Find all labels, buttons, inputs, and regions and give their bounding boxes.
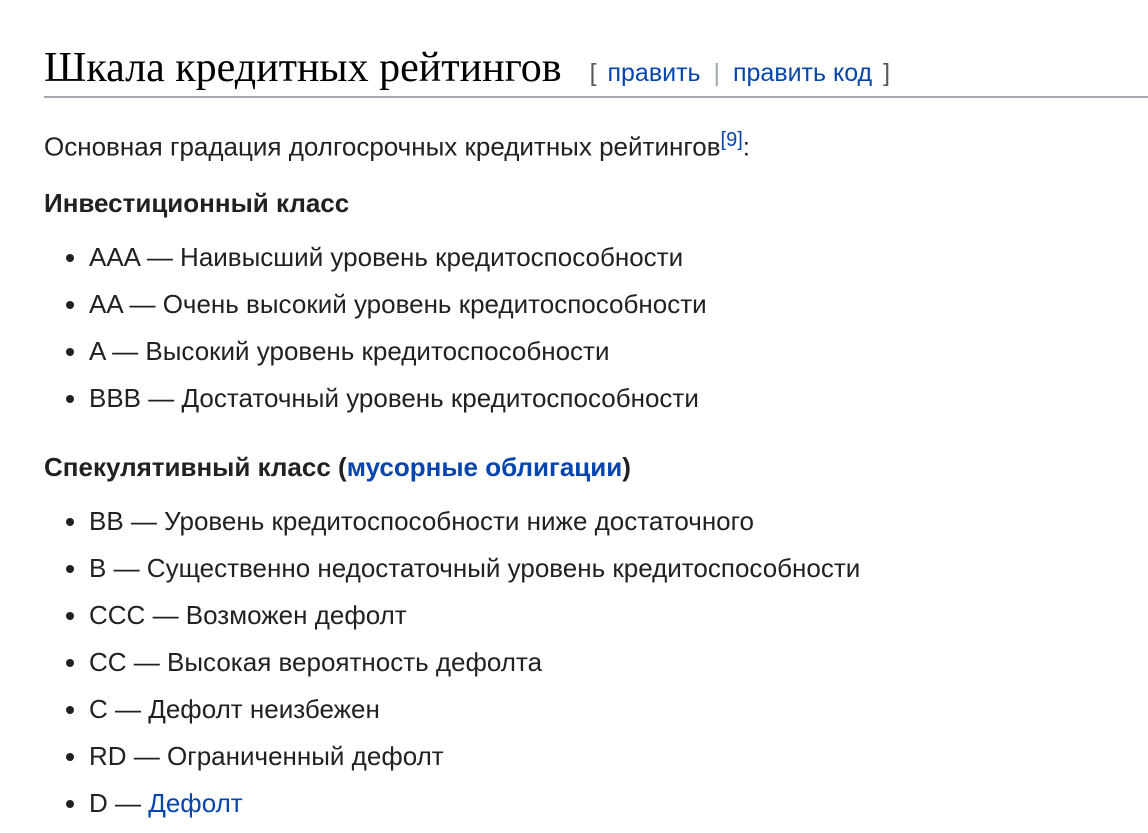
intro-paragraph [44,122,1148,164]
default-link[interactable]: Дефолт [148,787,243,818]
rating-code: CCC [89,599,146,630]
list-item [44,240,1148,287]
bullet-icon [66,518,74,526]
edit-divider: | [713,59,721,87]
rating-code: BB [89,505,124,536]
rating-description: Очень высокий уровень кредитоспособности [162,288,707,319]
list-item [44,692,1148,739]
rating-code: A [89,335,105,366]
bullet-icon [66,753,74,761]
rating-separator: — [104,335,146,366]
bullet-icon [66,612,74,620]
rating-separator: — [141,382,182,413]
reference-superscript [721,126,743,151]
rating-description: Уровень кредитоспособности ниже достаточного [164,505,755,536]
investment-grade-title: Инвестиционный класс [44,187,350,218]
rating-code: C [89,693,108,724]
rating-separator: — [106,552,147,583]
bullet-icon [66,659,74,667]
rating-code: RD [89,740,127,771]
rating-separator: — [139,241,181,272]
rating-code: BBB [89,382,142,413]
rating-description: Возможен дефолт [185,599,407,630]
speculative-title-text: Спекулятивный класс ( [44,451,347,482]
rating-separator: — [122,288,163,319]
rating-description: Высокий уровень кредитоспособности [145,335,610,366]
rating-separator: — [123,505,165,536]
list-item [44,504,1148,551]
bullet-icon [66,254,74,262]
edit-bracket-open: [ [589,59,597,87]
rating-separator: — [107,787,149,818]
section-title: Шкала кредитных рейтингов [44,45,562,91]
bullet-icon [66,565,74,573]
rating-description: Дефолт неизбежен [148,693,380,724]
section-heading [44,46,1148,98]
edit-link[interactable]: править [607,59,701,87]
speculative-title-close: ) [622,451,631,482]
reference-link[interactable]: [9] [720,129,743,151]
rating-separator: — [126,740,168,771]
edit-section-links [590,59,890,88]
bullet-icon [66,706,74,714]
rating-separator: — [145,599,186,630]
rating-description: Достаточный уровень кредитоспособности [181,382,699,413]
list-item [44,381,1148,428]
list-item [44,551,1148,598]
bullet-icon [66,395,74,403]
list-item [44,645,1148,692]
rating-description: Высокая вероятность дефолта [167,646,543,677]
list-item [44,598,1148,645]
speculative-grade-list [44,504,1148,833]
rating-code: AAA [89,241,140,272]
rating-code: D [89,787,108,818]
list-item [44,739,1148,786]
bullet-icon [66,301,74,309]
rating-description: Наивысший уровень кредитоспособности [180,241,684,272]
rating-code: AA [89,288,123,319]
rating-description: Ограниченный дефолт [167,740,444,771]
rating-code: CC [89,646,127,677]
intro-suffix: : [742,131,750,162]
article-content [44,0,1148,833]
rating-code: B [89,552,107,583]
speculative-grade-title [44,450,1148,484]
edit-code-link[interactable]: править код [732,59,873,87]
list-item [44,287,1148,334]
list-item [44,334,1148,381]
intro-text: Основная градация долгосрочных кредитных рейтингов [44,131,721,162]
edit-bracket-close: ] [883,59,891,87]
investment-grade-list [44,240,1148,428]
bullet-icon [66,800,74,808]
rating-description: Существенно недостаточный уровень кредитоспособности [146,552,861,583]
rating-separator: — [107,693,149,724]
list-item [44,786,1148,833]
junk-bonds-link[interactable]: мусорные облигации [346,451,623,482]
bullet-icon [66,348,74,356]
rating-separator: — [126,646,168,677]
